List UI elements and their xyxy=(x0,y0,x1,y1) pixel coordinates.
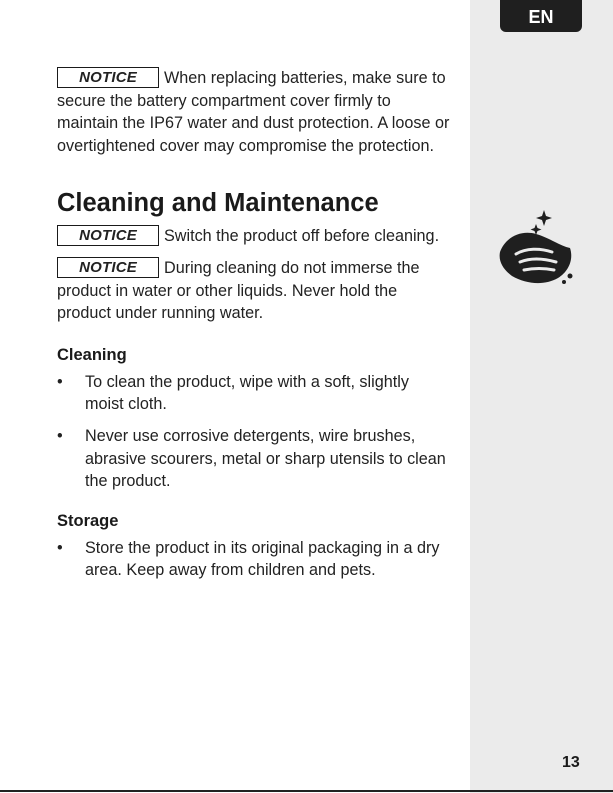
list-item xyxy=(57,371,452,416)
cleaning-hand-cloth-icon xyxy=(496,210,586,290)
switch-off-notice-paragraph xyxy=(57,225,452,248)
notice-label: NOTICE xyxy=(57,67,159,88)
list-item-text: Store the product in its original packaging in a dry area. Keep away from children and pets. xyxy=(85,538,440,580)
main-content xyxy=(57,67,452,582)
list-item-text: Never use corrosive detergents, wire brushes, abrasive scourers, metal or sharp utensils to clean the product. xyxy=(85,426,446,491)
list-item-text: To clean the product, wipe with a soft, slightly moist cloth. xyxy=(85,372,409,414)
page-bottom-border xyxy=(0,790,613,792)
list-item xyxy=(57,537,452,582)
switch-off-notice-text: Switch the product off before cleaning. xyxy=(164,227,440,246)
language-tab: EN xyxy=(500,0,582,32)
cleaning-heading: Cleaning xyxy=(57,345,127,364)
storage-list xyxy=(57,537,452,582)
page-sidebar xyxy=(470,0,613,793)
storage-heading: Storage xyxy=(57,511,119,530)
bullet-dot: • xyxy=(57,372,63,391)
immerse-notice-paragraph xyxy=(57,257,452,325)
cleaning-list xyxy=(57,371,452,493)
notice-label: NOTICE xyxy=(57,225,159,246)
bullet-dot: • xyxy=(57,426,63,445)
page-number: 13 xyxy=(562,754,580,771)
battery-notice-paragraph xyxy=(57,67,452,157)
list-item xyxy=(57,425,452,493)
notice-label: NOTICE xyxy=(57,257,159,278)
bullet-dot: • xyxy=(57,538,63,557)
battery-notice-text: When replacing batteries, make sure to secure the battery compartment cover firmly to maintain the IP67 water and dust protection. A loose or overtightened cover may compromise the protection. xyxy=(57,69,450,155)
section-title: Cleaning and Maintenance xyxy=(57,189,379,218)
immerse-notice-text: During cleaning do not immerse the product in water or other liquids. Never hold the product under running water. xyxy=(57,258,420,323)
